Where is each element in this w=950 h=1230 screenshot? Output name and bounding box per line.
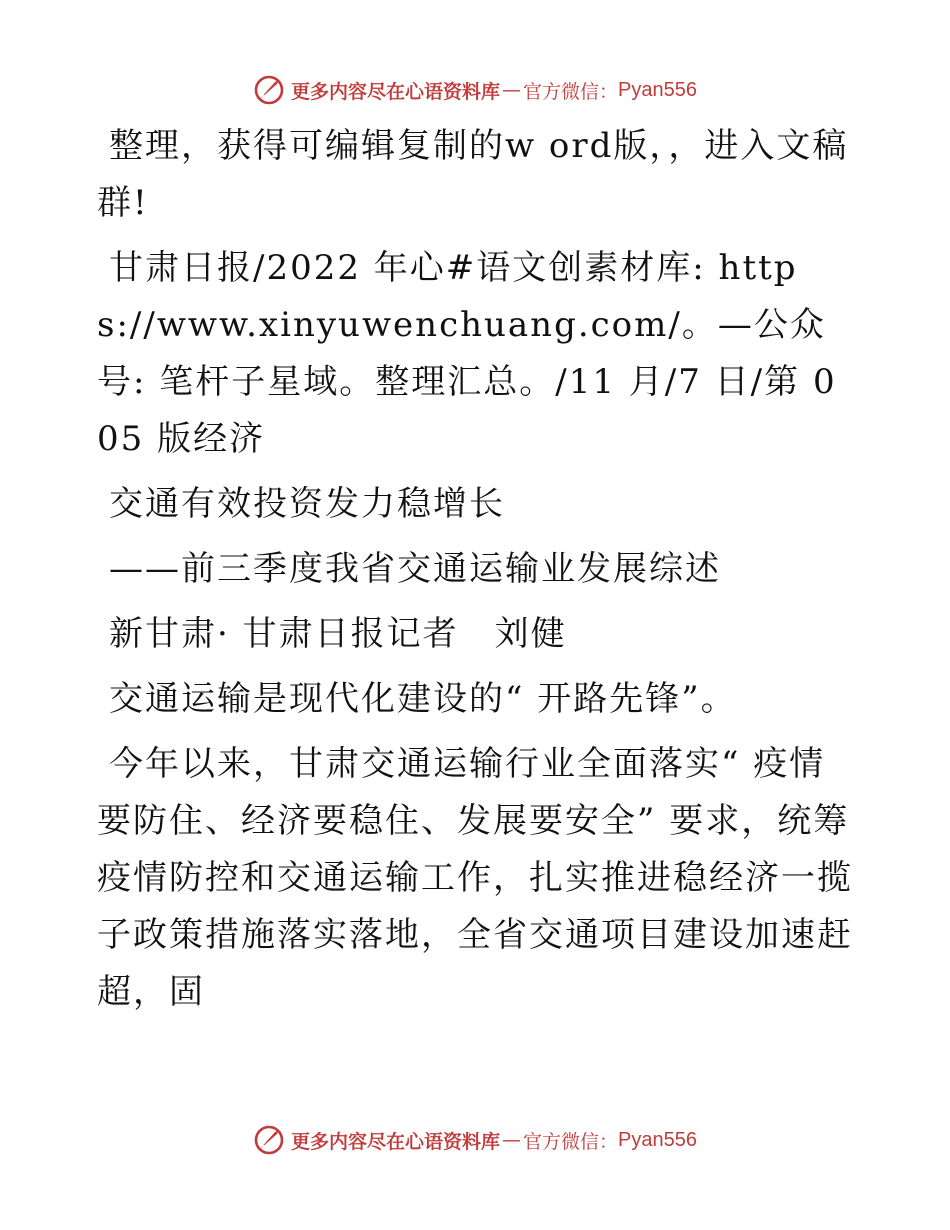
- banner-dash: —: [502, 1129, 522, 1151]
- banner-dash: —: [502, 79, 522, 101]
- paragraph-body: 今年以来，甘肃交通运输行业全面落实“ 疫情要防住、经济要稳住、发展要安全” 要求，统筹疫情防控和交通运输工作，扎实推进稳经济一揽子政策措施落实落地，全省交通项目建设加速赶超，固: [97, 744, 853, 1012]
- article-byline: 新甘肃· 甘肃日报记者 刘健: [109, 614, 567, 654]
- paragraph-lead: 交通运输是现代化建设的“ 开路先锋”。: [109, 679, 737, 719]
- quill-circle-icon: [253, 1124, 285, 1156]
- document-body: [97, 118, 857, 1029]
- banner-wechat-label: 官方微信：: [523, 1130, 619, 1153]
- article-title: 交通有效投资发力稳增长: [109, 484, 505, 524]
- banner-wechat-id: Pyan556: [618, 78, 697, 101]
- banner-wechat-label: 官方微信：: [523, 80, 619, 103]
- header-banner: [0, 70, 950, 110]
- banner-text: 更多内容尽在心语资料库: [291, 80, 501, 103]
- quill-circle-icon: [253, 74, 285, 106]
- banner-text: 更多内容尽在心语资料库: [291, 1130, 501, 1153]
- article-subtitle: ——前三季度我省交通运输业发展综述: [109, 549, 721, 589]
- paragraph-source: 甘肃日报/2022 年心#语文创素材库: https://www.xinyuwenchuang.com/。—公众号: 笔杆子星域。整理汇总。/11 月/7 日/第 005 版经济: [97, 248, 837, 459]
- banner-wechat-id: Pyan556: [618, 1128, 697, 1151]
- paragraph-intro: 整理，获得可编辑复制的w ord版，，进入文稿群!: [97, 126, 849, 223]
- footer-banner: [0, 1120, 950, 1160]
